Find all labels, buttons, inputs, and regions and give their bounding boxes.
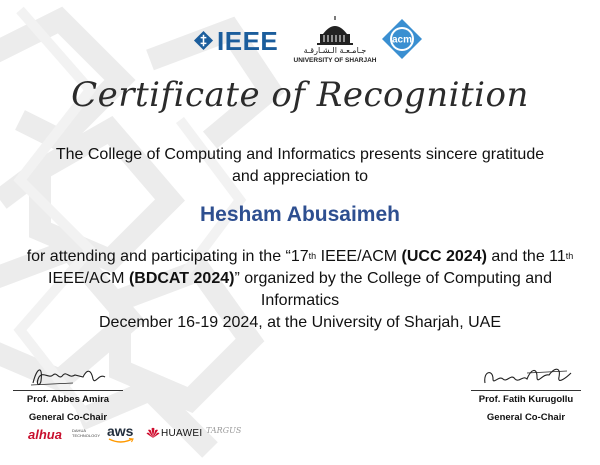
recipient-name: Hesham Abusaimeh	[200, 203, 400, 226]
signatory-name: Prof. Fatih Kurugollu	[478, 394, 574, 405]
intro-line-2: and appreciation to	[231, 168, 369, 185]
university-name-arabic: جـامـعـة الـشـارقـة	[303, 46, 367, 55]
university-of-sharjah-logo	[290, 14, 380, 70]
huawei-flower-icon	[146, 427, 160, 439]
signatory-left	[8, 363, 128, 423]
header-logos	[0, 14, 600, 70]
bdcat-acronym: (BDCAT 2024)	[128, 270, 235, 287]
certificate-title: Certificate of Recognition	[71, 75, 529, 115]
ordinal-suffix-2: th	[565, 251, 574, 261]
signature-line	[13, 390, 123, 391]
intro-text	[20, 144, 580, 188]
intro-line-1: The College of Computing and Informatics presents sincere gratitude	[55, 146, 545, 163]
acm-diamond-icon	[381, 18, 423, 60]
ieee-diamond-icon	[193, 30, 214, 51]
dahua-tagline: DAHUA TECHNOLOGY	[72, 428, 101, 438]
huawei-logo: HUAWEI	[161, 428, 203, 439]
signature-line	[471, 390, 581, 391]
signatory-role: General Co-Chair	[28, 412, 108, 423]
ordinal-suffix-1: th	[308, 251, 317, 261]
acm-wordmark: acm	[391, 34, 413, 46]
signatory-right	[466, 363, 586, 423]
ieee-wordmark: IEEE	[217, 26, 279, 56]
signatory-role: General Co-Chair	[486, 412, 566, 423]
aws-logo: aws	[107, 423, 134, 439]
details-text-5: ” organized by the College of Computing and Informatics	[234, 270, 552, 309]
sponsor-logo-4: TARGUS	[206, 426, 242, 435]
event-details	[20, 246, 580, 334]
acm-logo	[381, 18, 423, 60]
signature-icon	[13, 363, 123, 389]
university-name-english: UNIVERSITY OF SHARJAH	[293, 57, 377, 64]
aws-smile-icon	[108, 438, 134, 444]
ucc-acronym: (UCC 2024)	[401, 248, 487, 265]
details-text-1: for attending and participating in the “17	[26, 248, 309, 265]
event-date-location: December 16-19 2024, at the University of Sharjah, UAE	[99, 314, 501, 331]
university-dome-icon	[290, 14, 380, 46]
signature-icon	[471, 363, 581, 389]
details-text-4: IEEE/ACM	[48, 270, 129, 287]
signatory-name: Prof. Abbes Amira	[26, 394, 110, 405]
details-text-2: IEEE/ACM	[316, 248, 402, 265]
dahua-logo: alhua	[28, 427, 62, 442]
sponsor-logos	[28, 423, 268, 445]
details-text-3: and the 11	[486, 248, 566, 265]
